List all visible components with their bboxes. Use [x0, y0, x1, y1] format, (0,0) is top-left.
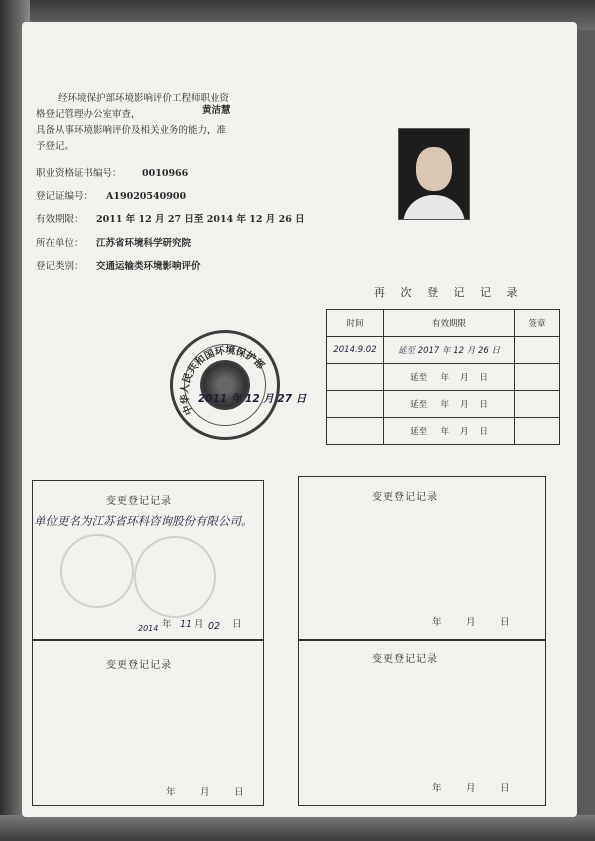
change-entry-1-month-label: 月 [194, 619, 204, 630]
table-row [327, 337, 560, 364]
rereg-title: 再 次 登 记 记 录 [374, 286, 524, 299]
row1-sign [515, 337, 560, 364]
box2-year-label: 年 [432, 617, 442, 628]
holder-name: 黄洁慧 [202, 105, 231, 116]
intro-line-3: 具备从事环境影响评价及相关业务的能力，准 [36, 125, 227, 136]
unit: 江苏省环境科学研究院 [96, 238, 192, 249]
category-label: 登记类别： [36, 261, 84, 272]
table-row: 延至 年 月 日 [327, 418, 560, 445]
intro-line-2: 格登记管理办公室审查， [36, 109, 141, 120]
header-sign: 签章 [515, 310, 560, 337]
change-title-4: 变更登记记录 [372, 654, 438, 665]
cert-no-label: 职业资格证书编号： [36, 168, 122, 179]
faded-stamp-2 [134, 536, 216, 618]
box3-year-label: 年 [166, 787, 176, 798]
photo-face [416, 147, 452, 191]
change-entry-1-day: 02 [208, 621, 221, 632]
faded-stamp-1 [60, 534, 134, 608]
change-entry-1-month: 11 [180, 619, 193, 630]
registration-panel [22, 44, 562, 437]
holder-photo [398, 128, 470, 220]
change-entry-1-day-label: 日 [232, 619, 242, 630]
table-row: 延至 年 月 日 [327, 364, 560, 391]
unit-label: 所在单位： [36, 238, 84, 249]
intro-line-4: 予登记。 [36, 141, 75, 152]
row1-time: 2014.9.02 [327, 337, 384, 364]
reg-no: A19020540900 [106, 191, 187, 202]
change-title-2: 变更登记记录 [372, 492, 438, 503]
change-entry-1: 单位更名为江苏省环科咨询股份有限公司。 [34, 514, 253, 528]
header-period: 有效期限 [384, 310, 515, 337]
change-title-3: 变更登记记录 [106, 660, 172, 671]
change-record-panel [22, 456, 567, 826]
box4-year-label: 年 [432, 783, 442, 794]
table-row: 延至 年 月 日 [327, 391, 560, 418]
validity-label: 有效期限： [36, 214, 84, 225]
seal-text-ring [173, 333, 283, 443]
header-time: 时间 [327, 310, 384, 337]
box4-month-label: 月 [466, 783, 476, 794]
change-entry-1-year-label: 年 [162, 619, 172, 630]
category: 交通运输类环境影响评价 [96, 261, 201, 272]
cert-no: 0010966 [142, 168, 189, 179]
seal-date: 2011 年 12 月 27 日 [198, 393, 307, 405]
reg-no-label: 登记证编号： [36, 191, 94, 202]
box2-day-label: 日 [500, 617, 510, 628]
intro-line-1: 经环境保护部环境影响评价工程师职业资 [58, 93, 230, 104]
change-title-1: 变更登记记录 [106, 496, 172, 507]
box2-month-label: 月 [466, 617, 476, 628]
row1-period: 延至 2017 年 12 月 26 日 [384, 337, 515, 364]
certificate-page [22, 22, 577, 817]
official-seal [170, 330, 280, 440]
seal-text: 中华人民共和国环境保护部 [179, 345, 267, 417]
box3-day-label: 日 [234, 787, 244, 798]
rereg-table [326, 309, 560, 445]
change-entry-1-year: 2014 [138, 624, 159, 633]
box3-month-label: 月 [200, 787, 210, 798]
validity: 2011 年 12 月 27 日至 2014 年 12 月 26 日 [96, 214, 305, 225]
photo-shirt [403, 195, 465, 220]
box4-day-label: 日 [500, 783, 510, 794]
